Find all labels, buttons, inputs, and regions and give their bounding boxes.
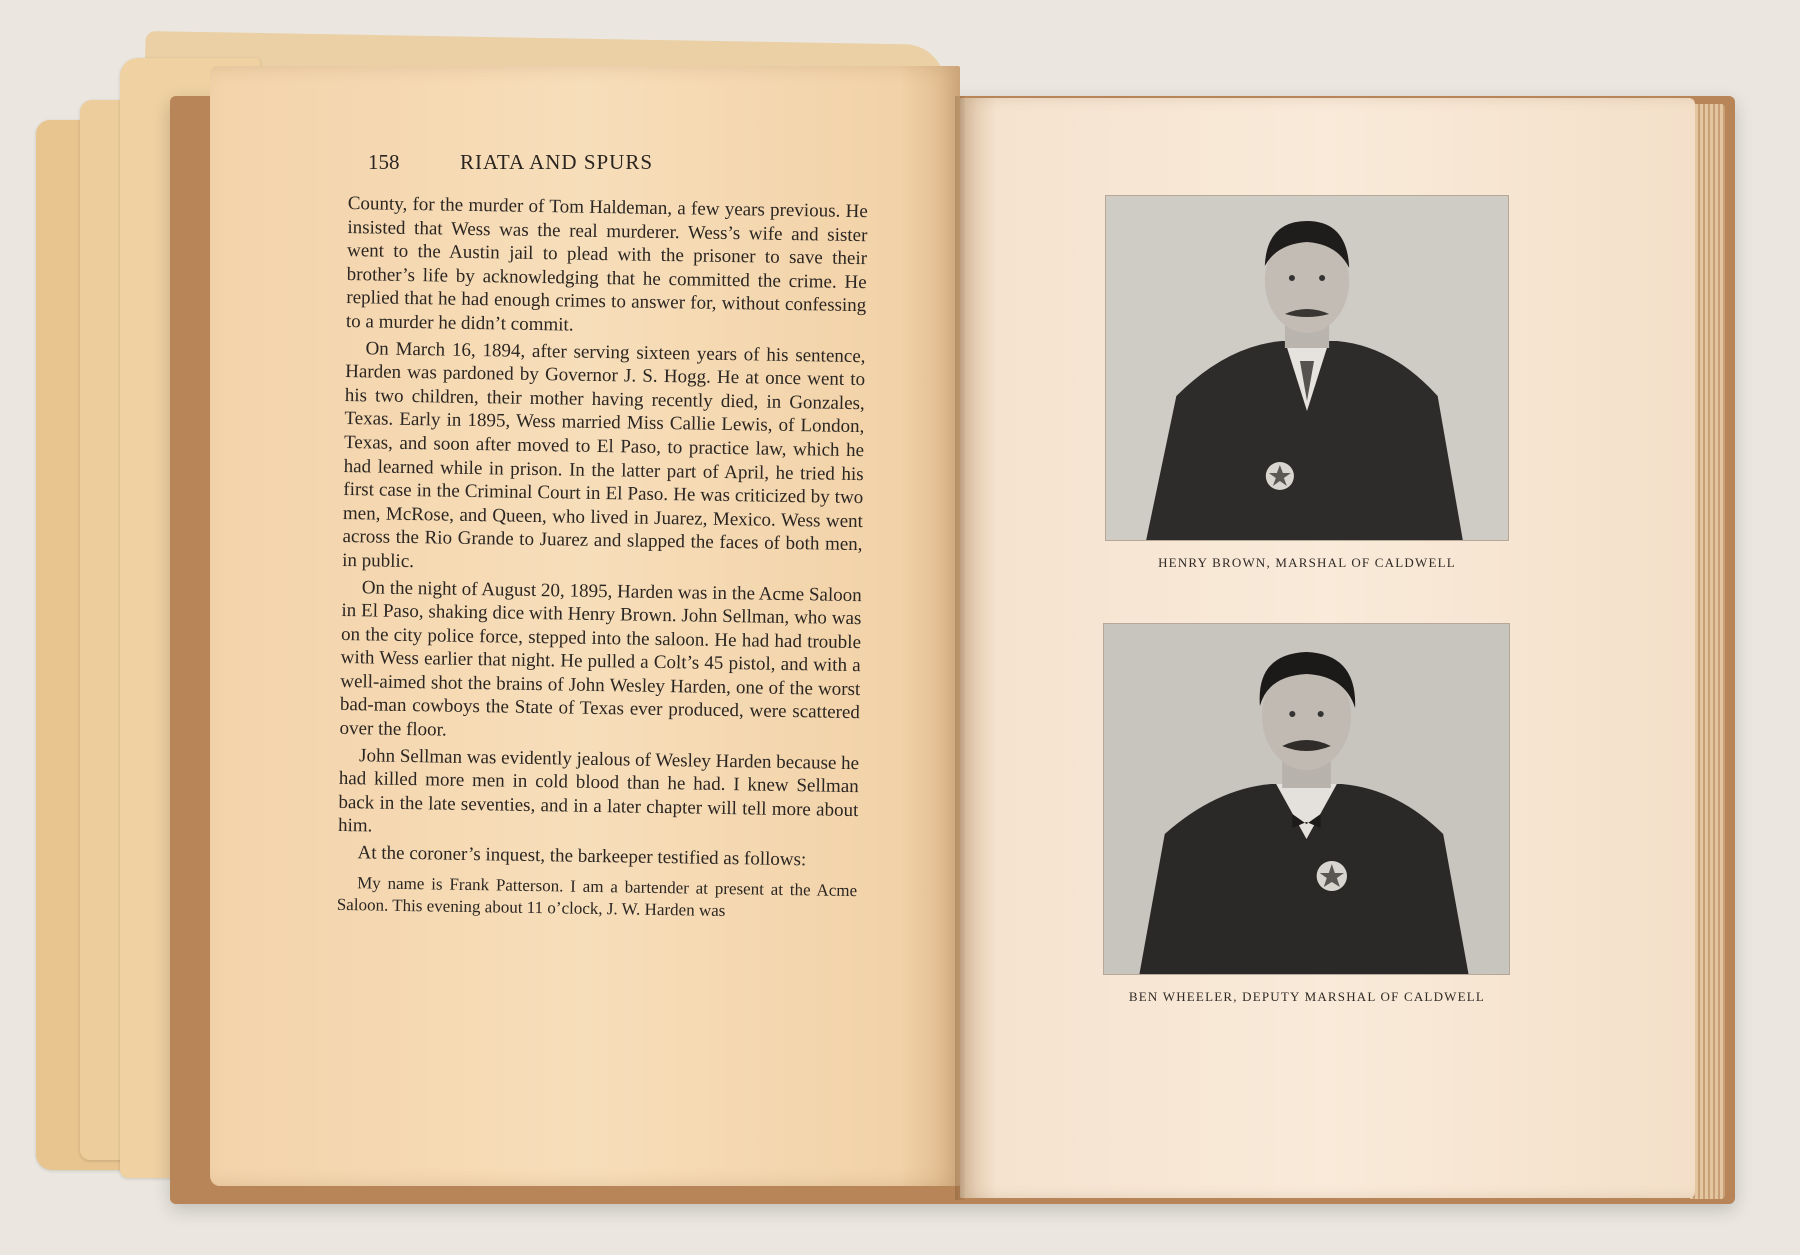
book-gutter: [955, 96, 965, 1200]
paragraph: County, for the murder of Tom Haldeman, a few years previous. He insisted that Wess was the real murderer. Wess’s wife and sister went to the Austin jail to plead with the prisoner to save their brother’s life by acknowledging that he committed the crime. He replied that he had enough crimes to answer for, without confessing to a murder he didn’t commit.: [345, 192, 868, 336]
page-number: 158: [368, 150, 400, 174]
testimony-quote: My name is Frank Patterson. I am a bartender at present at the Acme Saloon. This evening about 11 o’clock, J. W. Harden was: [336, 872, 858, 920]
portrait-photo: [1104, 624, 1509, 974]
paragraph: On the night of August 20, 1895, Harden was in the Acme Saloon in El Paso, shaking dice with Henry Brown. John Sellman, who was on the city police force, stepped into the saloon. He had had trouble with Wess earlier that night. He pulled a Colt’s 45 pistol, and with a well-aimed shot the brains of John Wesley Harden, one of the worst bad-man cowboys the State of Texas ever produced, were scattered over the floor.: [339, 576, 862, 741]
paragraph: John Sellman was evidently jealous of Wesley Harden because he had killed more men in cold blood than he had. I knew Sellman back in the late seventies, and in a later chapter will tell more about him.: [337, 744, 860, 837]
page-stack-edge: [1690, 104, 1725, 1199]
paragraph: At the coroner’s inquest, the barkeeper testified as follows:: [357, 842, 807, 871]
portrait-photo: [1106, 196, 1508, 540]
running-head: [368, 150, 728, 184]
portrait-illustration: [1104, 624, 1509, 974]
paragraph: On March 16, 1894, after serving sixteen years of his sentence, Harden was pardoned by Governor J. S. Hogg. He at once went to his two children, their mother having recently died, in Gonzales, Texas. Early in 1895, Wess married Miss Callie Lewis, of London, Texas, and soon after moved to El Paso, to practice law, which he had learned while in prison. In the latter part of April, he tried his first case in the Criminal Court in El Paso. He was criticized by two men, McRose, and Queen, who lived in Juarez, Mexico. Wess went across the Rio Grande to Juarez and slapped the faces of both men, in public.: [342, 337, 866, 572]
body-text: [337, 192, 868, 924]
portrait-illustration: [1106, 196, 1508, 540]
photo-caption: HENRY BROWN, MARSHAL OF CALDWELL: [1158, 555, 1456, 570]
photo-caption: BEN WHEELER, DEPUTY MARSHAL OF CALDWELL: [1128, 989, 1486, 1004]
running-title: RIATA AND SPURS: [460, 150, 654, 174]
